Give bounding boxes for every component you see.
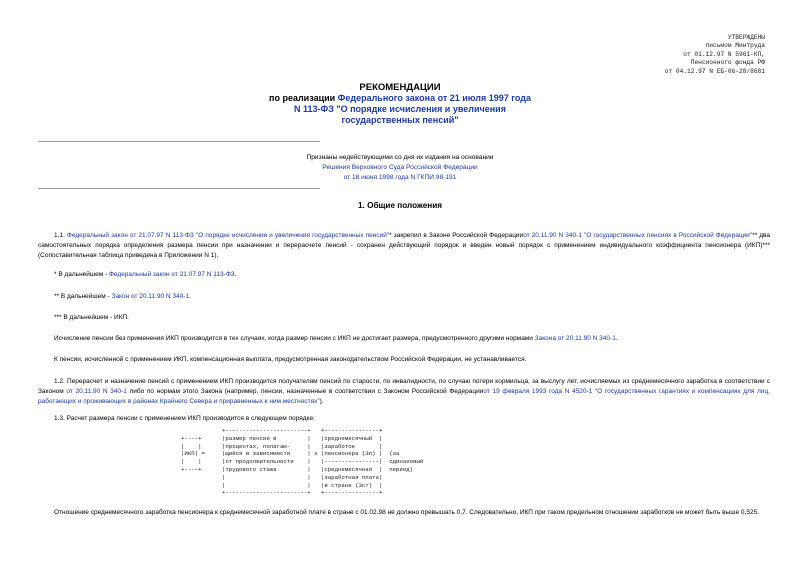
title-law-link-3[interactable]: государственных пенсий" <box>341 115 459 125</box>
footnote-3: *** В дальнейшем - ИКП. <box>54 314 129 321</box>
title-heading: РЕКОМЕНДАЦИИ <box>359 82 441 93</box>
footnote-2 <box>38 292 770 302</box>
title-line-2 <box>150 93 650 104</box>
paragraph-prefix: 1.1. <box>54 232 67 239</box>
footnote-2-link[interactable]: Закон от 20.11.90 N 340-1 <box>111 293 189 300</box>
footnote-prefix: ** В дальнейшем - <box>54 293 112 300</box>
section-title: 1. Общие положения <box>357 201 443 210</box>
approval-line: от 04.12.97 N ЕБ-06-28/8681 <box>664 67 765 75</box>
paragraph-suffix: . <box>615 335 618 342</box>
paragraph-text: Исчисление пенсии без применения ИКП производится в тех случаях, когда размер пенсии с ИКП не достигает размера, предусмотренного другими нормами <box>54 335 535 342</box>
law-340-1-link[interactable]: от 20.11.90 N 340-1 "О государственных пенсиях в Российской Федерации" <box>523 232 753 239</box>
divider-top <box>38 141 320 142</box>
paragraph-text: ** два самостоятельных порядка определения размера пенсии при назначении и перерасчете пенсий - сохранен действующий порядок и введен новый порядок с применением индивидуального коэффициента пенсионера (ИКП)*** (Сопоставительная таблица приведена в Приложении N 1). <box>38 232 771 259</box>
ikp-formula: +------------------------+ +----------------+ +----+ |размер пенсии в | |среднемесячный | | | |процентах, полагаю- | |заработок | |ИКП| = |щийся в зависимости | x |пенсионера (Зп) | (за | | |от продолжительности | |----------------| одинаковый +----+ |трудового стажа | |среднемесячная | период) | | |заработная плата| | | |в стране (Зст) | +------------------------+ +----------------+ <box>181 427 424 497</box>
footnote-1 <box>38 270 770 280</box>
law-340-1-link-3[interactable]: от 20.11.90 N 340-1 <box>66 388 127 395</box>
paragraph-calculation <box>38 334 770 344</box>
court-decision-link[interactable]: Решения Верховного Суда Российской Федерации <box>322 164 478 171</box>
approval-line: Пенсионного фонда РФ <box>690 59 765 67</box>
paragraph-1-1 <box>38 231 770 261</box>
paragraph-1-2 <box>38 377 770 407</box>
approval-stamp <box>500 34 765 76</box>
invalidation-text: Признаны недействующими со дня их издания на основании <box>306 154 494 161</box>
law-4520-1-link[interactable]: от 19 февраля 1993 года N 4520-1 "О государственных гарантиях и компенсациях для лиц, работающих и проживающих в районах Крайнего Севера и приравненных к ним местностях" <box>38 388 770 405</box>
approval-line: от 01.12.97 N 5961-КП, <box>683 50 765 58</box>
footnote-1-link[interactable]: Федеральный закон от 21.07.97 N 113-ФЗ <box>108 271 235 278</box>
law-340-1-link-2[interactable]: Закона от 20.11.90 N 340-1 <box>534 335 616 342</box>
paragraph-ratio: Отношение среднемесячного заработка пенсионера к среднемесячной заработной плате в стране с 01.02.98 не должно превышать 0,7. Следовательно, ИКП при таком предельном отношении заработков не может быть выше 0,525. <box>54 509 759 516</box>
paragraph-compensation: К пенсии, исчисленной с применением ИКП, компенсационная выплата, предусмотренная законодательством Российской Федерации, не устанавливается. <box>54 356 527 363</box>
paragraph-1-3: 1.3. Расчет размера пенсии с применением ИКП производится в следующем порядке: <box>54 415 315 422</box>
footnote-suffix: . <box>189 293 191 300</box>
invalidation-notice <box>190 153 610 183</box>
paragraph-text: * закрепил в Законе Российской Федерации <box>389 232 524 239</box>
paragraph-text: либо по нормам этого Закона (например, пенсии, назначенные в соответствии с Законом Российской Федерации <box>126 388 484 395</box>
divider-bottom <box>38 188 320 189</box>
court-decision-date-link[interactable]: от 18 июня 1998 года N ГКПИ 98-191 <box>343 174 457 181</box>
title-law-link[interactable]: Федерального закона от 21 июля 1997 года <box>337 93 531 103</box>
title-prefix: по реализации <box>269 93 338 103</box>
footnote-prefix: * В дальнейшем - <box>54 271 109 278</box>
paragraph-text: 1.2. Перерасчет и назначение пенсий с применением ИКП производится получателям пенсий по старости, по инвалидности, по случаю потери кормильца, за выслугу лет, исчисляемых из среднемесячного заработка в соответствии с Законом <box>38 378 770 395</box>
footnote-suffix: . <box>234 271 237 278</box>
law-113-fz-link[interactable]: Федеральный закон от 21.07.97 N 113-ФЗ "О порядке исчисления и увеличения государственных пенсий" <box>66 232 390 239</box>
title-law-link-2[interactable]: N 113-ФЗ "О порядке исчисления и увеличения <box>294 104 506 114</box>
approval-line: письмом Минтруда <box>705 42 765 50</box>
document-title <box>150 82 650 126</box>
paragraph-suffix: ). <box>319 398 324 405</box>
approval-line: УТВЕРЖДЕНЫ <box>727 34 765 41</box>
